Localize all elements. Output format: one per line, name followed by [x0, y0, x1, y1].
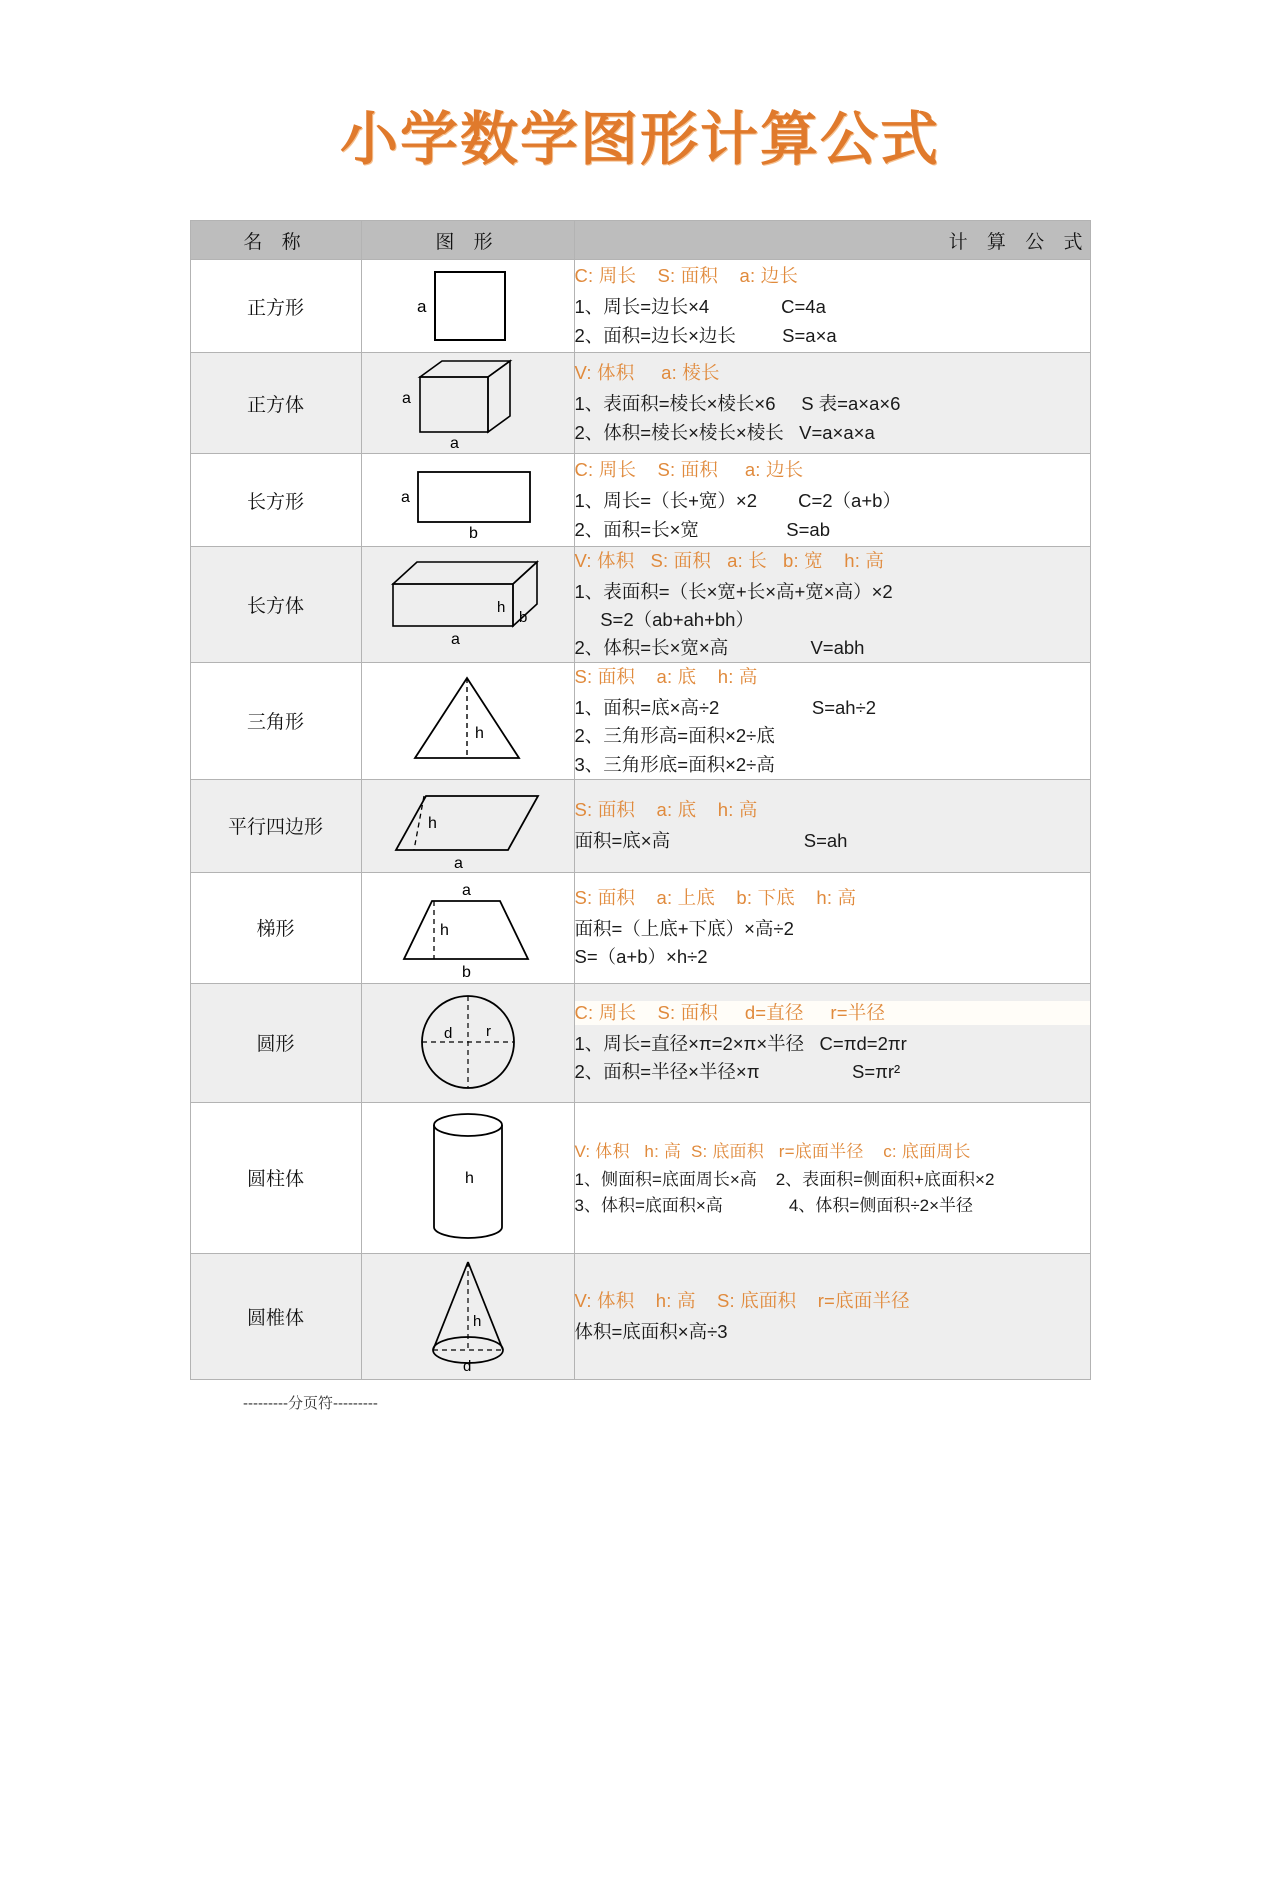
formula-line: 1、周长=边长×4 C=4a	[574, 296, 826, 318]
svg-text:d: d	[443, 1024, 452, 1042]
row-legend: C: 周长 S: 面积 a: 边长	[574, 265, 799, 287]
row-legend: C: 周长 S: 面积 d=直径 r=半径	[575, 999, 1090, 1025]
row-formula-cell	[574, 663, 1090, 779]
formula-line: S=2（ab+ah+bh）	[574, 609, 754, 631]
cuboid-diagram	[373, 550, 563, 660]
svg-text:h: h	[427, 814, 437, 832]
row-name: 长方形	[190, 454, 361, 547]
row-formula-cell	[574, 983, 1090, 1102]
row-formula-cell	[574, 260, 1090, 353]
svg-text:a: a	[400, 489, 410, 506]
formula-line: 1、周长=直径×π=2×π×半径 C=πd=2πr	[574, 1033, 907, 1055]
triangle-diagram	[383, 666, 553, 776]
row-shape-cell	[361, 260, 574, 353]
row-formula-cell	[574, 872, 1090, 983]
svg-text:a: a	[453, 854, 463, 872]
row-legend: V: 体积 h: 高 S: 底面积 r=底面半径 c: 底面周长	[574, 1141, 971, 1161]
formula-line: 1、周长=（长+宽）×2 C=2（a+b）	[574, 490, 901, 512]
row-legend: S: 面积 a: 底 h: 高	[574, 799, 758, 821]
svg-text:r: r	[485, 1022, 491, 1040]
circle-diagram	[388, 984, 548, 1102]
formula-line: 体积=底面积×高÷3	[574, 1320, 728, 1342]
row-legend: V: 体积 S: 面积 a: 长 b: 宽 h: 高	[574, 550, 885, 571]
svg-text:b: b	[461, 963, 471, 981]
svg-text:h: h	[472, 1312, 481, 1330]
square-diagram	[393, 260, 543, 352]
formula-line: S=（a+b）×h÷2	[574, 946, 708, 968]
table-row	[190, 1102, 1090, 1253]
rectangle-diagram	[383, 454, 553, 546]
row-shape-cell	[361, 872, 574, 983]
formula-line: 2、面积=长×宽 S=ab	[574, 518, 830, 540]
table-row	[190, 547, 1090, 663]
formula-line: 2、面积=边长×边长 S=a×a	[574, 324, 837, 346]
svg-text:b: b	[518, 608, 527, 626]
trapezoid-diagram	[378, 873, 558, 983]
column-header-formula: 计 算 公 式	[574, 221, 1090, 260]
formula-line: 1、表面积=（长×宽+长×高+宽×高）×2	[574, 581, 893, 602]
row-formula-cell	[574, 454, 1090, 547]
row-name: 圆椎体	[190, 1253, 361, 1379]
formula-line: 3、三角形底=面积×2÷高	[574, 753, 775, 775]
table-row	[190, 454, 1090, 547]
cylinder-diagram	[393, 1103, 543, 1253]
row-formula-cell	[574, 353, 1090, 454]
row-formula-cell	[574, 1102, 1090, 1253]
svg-text:b: b	[468, 525, 478, 542]
svg-text:h: h	[474, 724, 484, 742]
svg-text:a: a	[449, 435, 459, 452]
formula-line: 2、体积=长×宽×高 V=abh	[574, 637, 865, 659]
row-name: 三角形	[190, 663, 361, 779]
table-header-row	[190, 221, 1090, 260]
row-shape-cell	[361, 1253, 574, 1379]
formula-line: 1、表面积=棱长×棱长×6 S 表=a×a×6	[574, 393, 901, 415]
svg-text:h: h	[496, 598, 505, 616]
formula-line: 面积=（上底+下底）×高÷2	[574, 918, 794, 940]
row-formula-cell	[574, 779, 1090, 872]
table-row	[190, 983, 1090, 1102]
table-row	[190, 1253, 1090, 1379]
table-row	[190, 872, 1090, 983]
svg-text:a: a	[416, 297, 426, 316]
row-shape-cell	[361, 454, 574, 547]
svg-text:a: a	[401, 390, 411, 407]
row-shape-cell	[361, 547, 574, 663]
svg-text:h: h	[464, 1169, 474, 1187]
page-break-marker: ---------分页符---------	[243, 1394, 378, 1412]
formula-line: 2、三角形高=面积×2÷底	[574, 725, 775, 747]
row-shape-cell	[361, 663, 574, 779]
svg-text:d: d	[462, 1357, 471, 1375]
formula-line: 1、面积=底×高÷2 S=ah÷2	[574, 697, 877, 719]
row-legend: S: 面积 a: 底 h: 高	[574, 666, 758, 688]
row-legend: V: 体积 a: 棱长	[574, 362, 720, 384]
formula-line: 面积=底×高 S=ah	[574, 830, 848, 852]
table-row	[190, 353, 1090, 454]
row-name: 正方形	[190, 260, 361, 353]
column-header-shape: 图 形	[361, 221, 574, 260]
row-legend: V: 体积 h: 高 S: 底面积 r=底面半径	[574, 1289, 910, 1311]
row-shape-cell	[361, 353, 574, 454]
row-name: 正方体	[190, 353, 361, 454]
table-row	[190, 260, 1090, 353]
row-shape-cell	[361, 983, 574, 1102]
row-shape-cell	[361, 1102, 574, 1253]
column-header-name: 名 称	[190, 221, 361, 260]
row-legend: S: 面积 a: 上底 b: 下底 h: 高	[574, 887, 857, 909]
formula-line: 1、侧面积=底面周长×高 2、表面积=侧面积+底面积×2	[574, 1169, 995, 1189]
cube-diagram	[388, 353, 548, 453]
formula-table	[190, 220, 1091, 1380]
formula-line: 2、面积=半径×半径×π S=πr²	[574, 1061, 901, 1083]
row-legend: C: 周长 S: 面积 a: 边长	[574, 459, 804, 481]
row-formula-cell	[574, 1253, 1090, 1379]
row-formula-cell	[574, 547, 1090, 663]
row-name: 梯形	[190, 872, 361, 983]
worksheet-page	[0, 92, 1280, 1901]
table-row	[190, 663, 1090, 779]
parallelogram-diagram	[378, 780, 558, 872]
page-title: 小学数学图形计算公式	[339, 107, 940, 172]
row-name: 圆形	[190, 983, 361, 1102]
svg-text:a: a	[461, 881, 471, 899]
svg-text:a: a	[450, 630, 460, 648]
row-name: 圆柱体	[190, 1102, 361, 1253]
cone-diagram	[393, 1254, 543, 1379]
formula-line: 2、体积=棱长×棱长×棱长 V=a×a×a	[574, 421, 875, 443]
row-name: 平行四边形	[190, 779, 361, 872]
svg-text:h: h	[439, 921, 449, 939]
formula-line: 3、体积=底面积×高 4、体积=侧面积÷2×半径	[574, 1195, 974, 1215]
row-shape-cell	[361, 779, 574, 872]
table-row	[190, 779, 1090, 872]
row-name: 长方体	[190, 547, 361, 663]
